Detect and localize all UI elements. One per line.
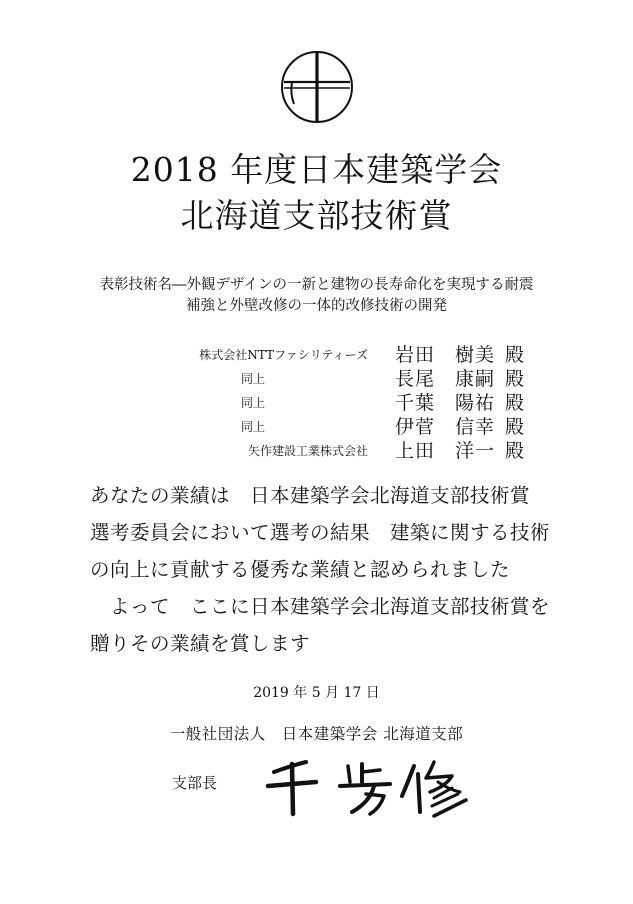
citation-line: の向上に貢献する優秀な業績と認められました: [90, 558, 511, 581]
recipient-honorific: 殿: [505, 416, 525, 438]
citation-line: 贈りその業績を賞します: [90, 632, 311, 655]
recipient-row: [150, 364, 550, 390]
award-subject-line2: 補強と外壁改修の一体的改修技術の開発: [186, 298, 447, 314]
recipient-name: 長尾 康嗣: [395, 368, 496, 390]
recipient-row: [150, 436, 550, 462]
recipient-honorific: 殿: [505, 368, 525, 390]
recipient-row: [150, 340, 550, 366]
recipient-name: 上田 洋一: [395, 440, 496, 462]
signatory-title: 支部長: [172, 774, 218, 792]
recipient-same-as-above: 同上: [240, 372, 265, 386]
award-title-line1: 2018 年度日本建築学会: [130, 150, 503, 189]
citation-line: あなたの業績は 日本建築学会北海道支部技術賞: [90, 484, 531, 507]
issuer-name: 一般社団法人 日本建築学会 北海道支部: [169, 725, 464, 743]
recipient-same-as-above: 同上: [240, 420, 265, 434]
award-title-line2: 北海道支部技術賞: [180, 196, 453, 235]
recipient-row: [150, 388, 550, 414]
recipient-same-as-above: 同上: [240, 396, 265, 410]
aij-emblem-icon: [278, 48, 356, 126]
award-subject-line1: 表彰技術名―外観デザインの一新と建物の長寿命化を実現する耐震: [99, 277, 534, 293]
recipient-honorific: 殿: [505, 344, 525, 366]
recipient-name: 伊菅 信幸: [395, 416, 496, 438]
recipient-honorific: 殿: [505, 392, 525, 414]
recipient-name: 岩田 樹美: [395, 344, 496, 366]
recipient-name: 千葉 陽祐: [395, 392, 496, 414]
recipient-honorific: 殿: [505, 440, 525, 462]
citation-line: 選考委員会において選考の結果 建築に関する技術: [90, 521, 551, 544]
handwritten-signature: [262, 752, 492, 820]
citation-line: よって ここに日本建築学会北海道支部技術賞を: [90, 595, 551, 618]
recipient-organization: 矢作建設工業株式会社: [247, 444, 368, 458]
recipient-row: [150, 412, 550, 438]
recipient-organization: 株式会社NTTファシリティーズ: [199, 348, 368, 362]
award-date: 2019 年 5 月 17 日: [253, 685, 380, 701]
